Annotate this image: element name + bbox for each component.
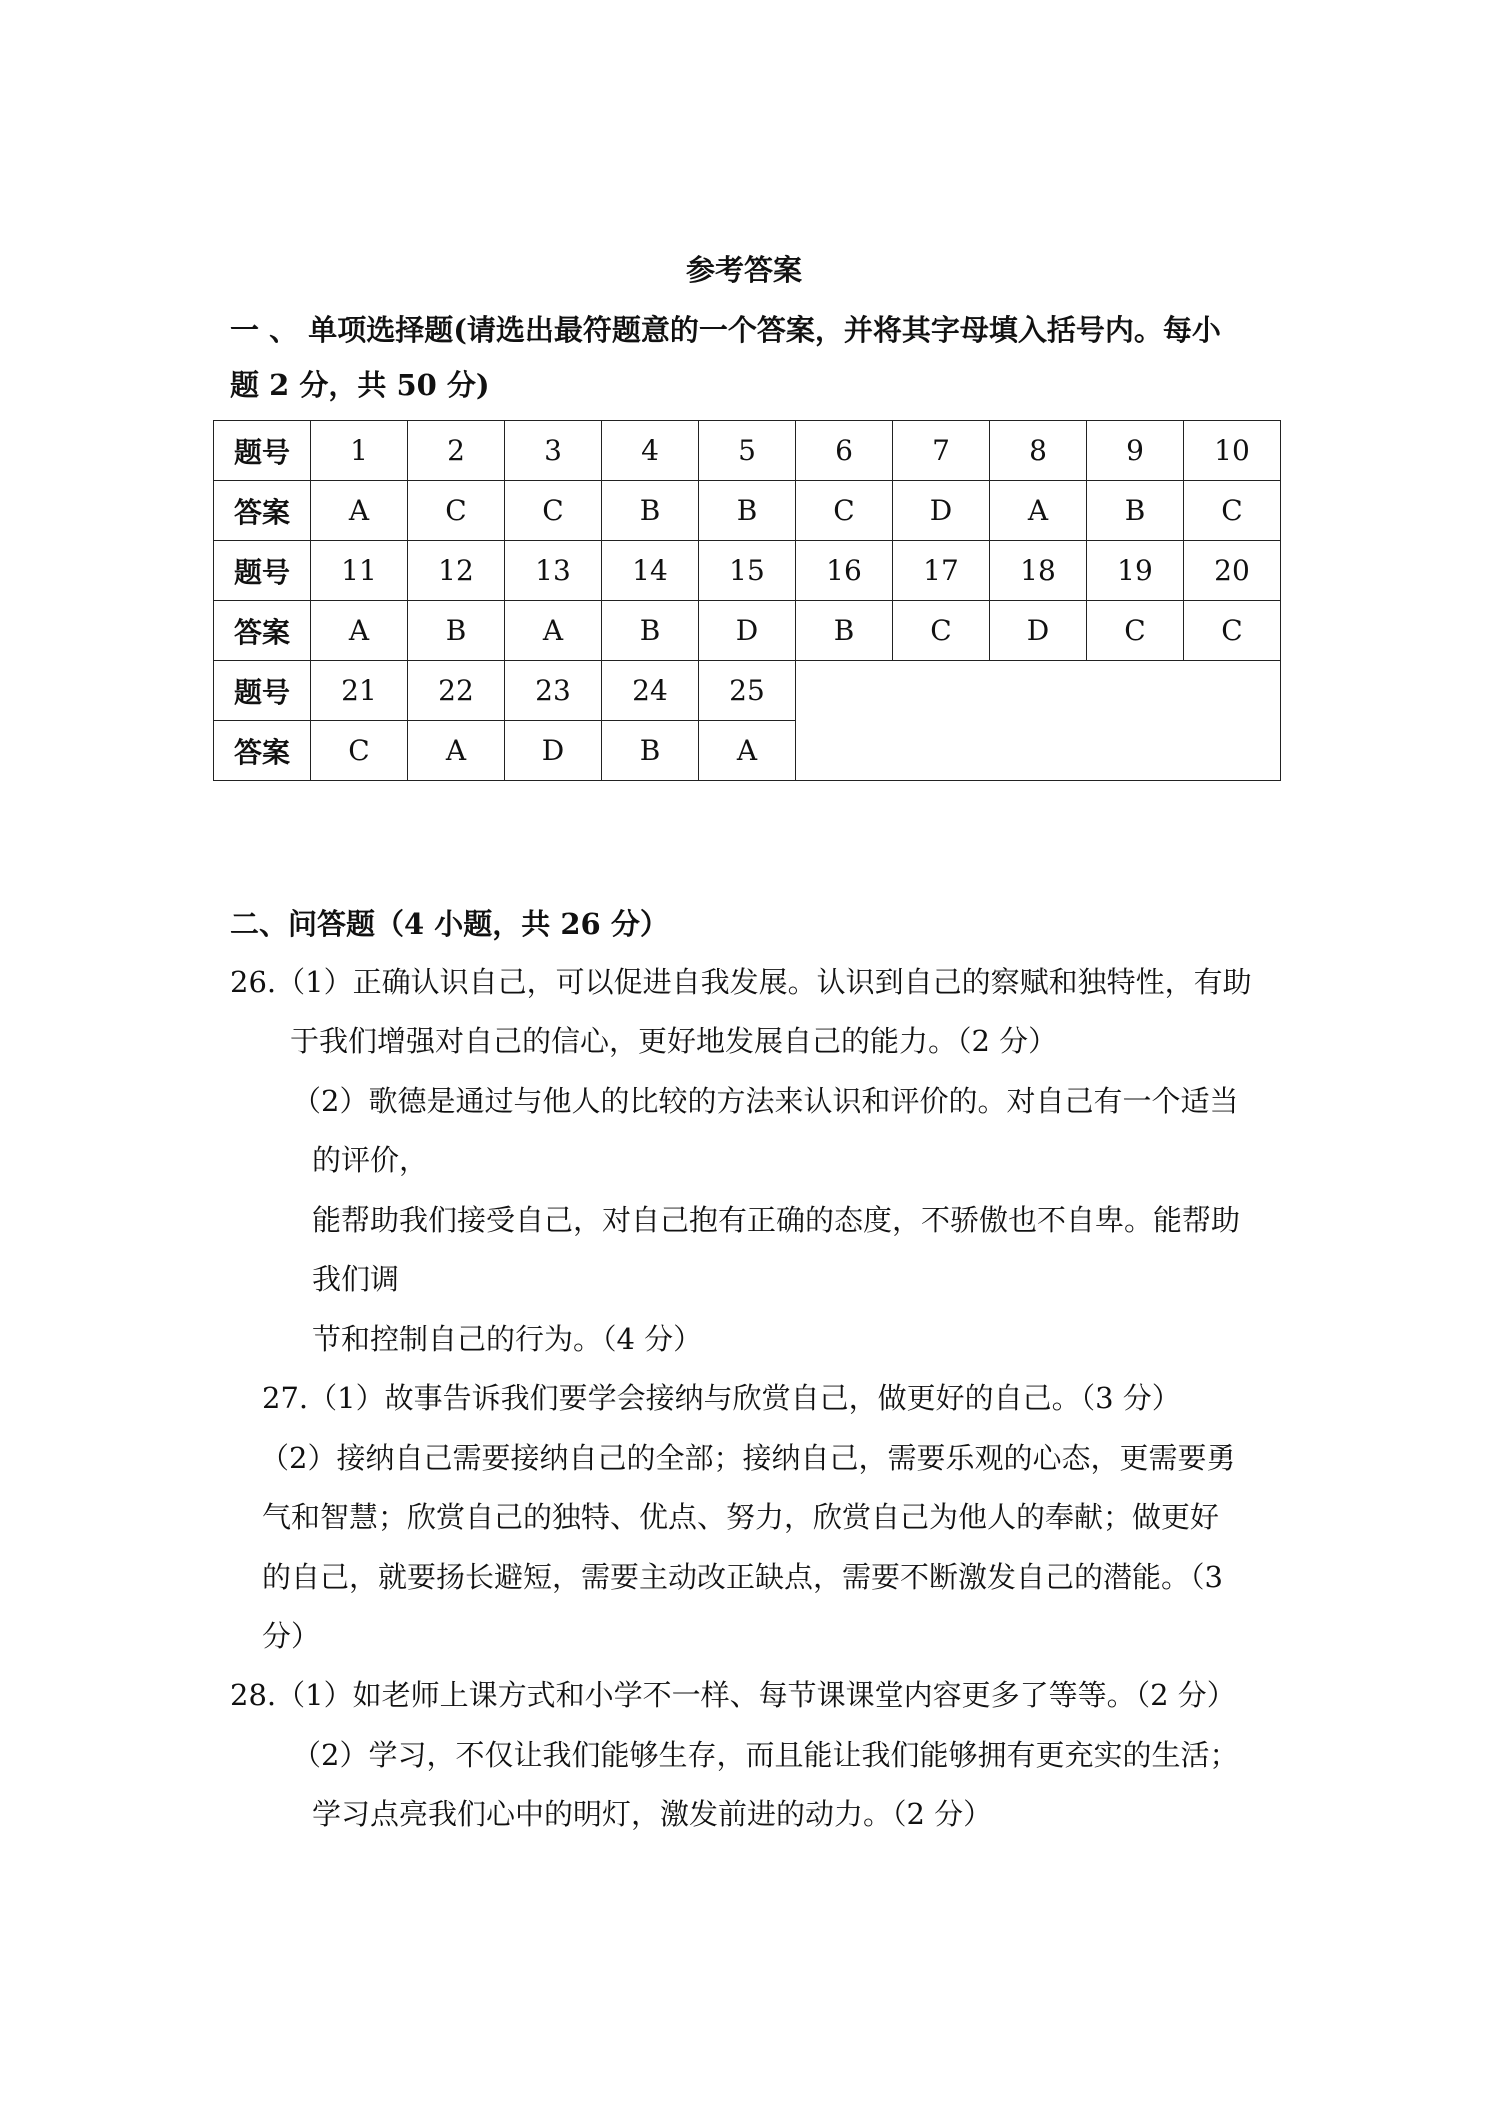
answer-cell: B xyxy=(602,481,699,541)
section2-heading: 二、问答题（4 小题，共 26 分） xyxy=(230,907,669,941)
table-row xyxy=(214,661,1281,721)
question-number: 19 xyxy=(1087,541,1184,601)
answer-cell: D xyxy=(893,481,990,541)
question-number: 21 xyxy=(311,661,408,721)
answer-line: 气和智慧；欣赏自己的独特、优点、努力，欣赏自己为他人的奉献；做更好 xyxy=(262,1500,1220,1534)
answer-line: 于我们增强对自己的信心，更好地发展自己的能力。（2 分） xyxy=(290,1024,1058,1058)
question-number: 11 xyxy=(311,541,408,601)
answer-cell: B xyxy=(408,601,505,661)
answer-cell: C xyxy=(893,601,990,661)
answer-line: 的自己，就要扬长避短，需要主动改正缺点，需要不断激发自己的潜能。（3 xyxy=(262,1560,1223,1594)
question-number: 18 xyxy=(990,541,1087,601)
question-number: 12 xyxy=(408,541,505,601)
question-number: 2 xyxy=(408,421,505,481)
question-number: 9 xyxy=(1087,421,1184,481)
answer-line: （2）学习，不仅让我们能够生存，而且能让我们能够拥有更充实的生活； xyxy=(292,1738,1239,1772)
answer-line: 28.（1）如老师上课方式和小学不一样、每节课课堂内容更多了等等。（2 分） xyxy=(230,1678,1236,1712)
table-row xyxy=(214,601,1281,661)
question-number: 5 xyxy=(699,421,796,481)
page-title: 参考答案 xyxy=(685,253,802,287)
label-number: 题号 xyxy=(214,541,311,601)
answer-cell: A xyxy=(699,721,796,781)
answer-cell: A xyxy=(990,481,1087,541)
section1-heading-line1: 一 、 单项选择题(请选出最符题意的一个答案，并将其字母填入括号内。每小 xyxy=(230,313,1221,347)
answer-cell: B xyxy=(602,601,699,661)
question-number: 4 xyxy=(602,421,699,481)
question-number: 14 xyxy=(602,541,699,601)
answer-cell: A xyxy=(311,481,408,541)
answer-cell: C xyxy=(796,481,893,541)
question-number: 25 xyxy=(699,661,796,721)
answer-cell: C xyxy=(1184,601,1281,661)
question-number: 7 xyxy=(893,421,990,481)
answer-line: 27.（1）故事告诉我们要学会接纳与欣赏自己，做更好的自己。（3 分） xyxy=(262,1381,1181,1415)
answer-cell: C xyxy=(1184,481,1281,541)
question-number: 17 xyxy=(893,541,990,601)
answer-line: 能帮助我们接受自己，对自己抱有正确的态度，不骄傲也不自卑。能帮助 xyxy=(312,1203,1241,1237)
question-number: 1 xyxy=(311,421,408,481)
answer-cell: D xyxy=(990,601,1087,661)
answer-cell: B xyxy=(602,721,699,781)
table-row xyxy=(214,421,1281,481)
answer-cell: A xyxy=(408,721,505,781)
answer-cell: C xyxy=(311,721,408,781)
question-number: 3 xyxy=(505,421,602,481)
answer-cell: D xyxy=(699,601,796,661)
answer-line: （2）接纳自己需要接纳自己的全部；接纳自己，需要乐观的心态，更需要勇 xyxy=(260,1441,1236,1475)
table-row xyxy=(214,541,1281,601)
label-answer: 答案 xyxy=(214,721,311,781)
answer-cell: A xyxy=(505,601,602,661)
empty-merged-cell xyxy=(796,661,1281,781)
answer-cell: A xyxy=(311,601,408,661)
label-number: 题号 xyxy=(214,421,311,481)
question-number: 13 xyxy=(505,541,602,601)
label-answer: 答案 xyxy=(214,601,311,661)
answer-cell: B xyxy=(699,481,796,541)
table-row xyxy=(214,481,1281,541)
answer-table xyxy=(213,420,1281,781)
question-number: 20 xyxy=(1184,541,1281,601)
question-number: 15 xyxy=(699,541,796,601)
question-number: 22 xyxy=(408,661,505,721)
answer-line: 的评价， xyxy=(312,1143,429,1177)
answer-cell: D xyxy=(505,721,602,781)
section1-heading-line2: 题 2 分，共 50 分) xyxy=(230,368,490,402)
question-number: 23 xyxy=(505,661,602,721)
answer-cell: B xyxy=(796,601,893,661)
question-number: 6 xyxy=(796,421,893,481)
answer-line: 分） xyxy=(262,1619,321,1653)
answer-line: （2）歌德是通过与他人的比较的方法来认识和评价的。对自己有一个适当 xyxy=(292,1084,1239,1118)
question-number: 8 xyxy=(990,421,1087,481)
answer-cell: C xyxy=(505,481,602,541)
question-number: 16 xyxy=(796,541,893,601)
label-answer: 答案 xyxy=(214,481,311,541)
label-number: 题号 xyxy=(214,661,311,721)
question-number: 10 xyxy=(1184,421,1281,481)
answer-line: 26.（1）正确认识自己，可以促进自我发展。认识到自己的察赋和独特性，有助 xyxy=(230,965,1252,999)
answer-cell: B xyxy=(1087,481,1184,541)
answer-line: 我们调 xyxy=(312,1262,400,1296)
answer-cell: C xyxy=(408,481,505,541)
answer-line: 学习点亮我们心中的明灯，激发前进的动力。（2 分） xyxy=(312,1797,993,1831)
question-number: 24 xyxy=(602,661,699,721)
answer-cell: C xyxy=(1087,601,1184,661)
answer-line: 节和控制自己的行为。（4 分） xyxy=(312,1322,703,1356)
